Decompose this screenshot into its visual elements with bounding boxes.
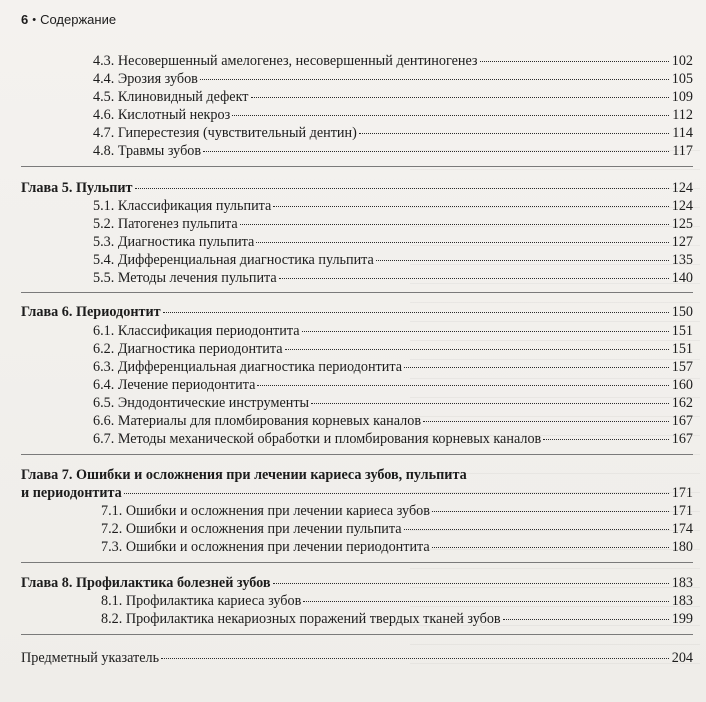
dot-leader xyxy=(135,188,669,189)
dot-leader xyxy=(423,421,669,422)
toc-entry-page: 135 xyxy=(671,252,693,268)
toc-entry-title: 6.4. Лечение периодонтита xyxy=(93,377,256,393)
toc-index-entry[interactable] xyxy=(21,649,693,667)
toc-entry[interactable] xyxy=(93,322,693,340)
dot-leader xyxy=(432,547,669,548)
toc-entry[interactable] xyxy=(101,538,693,556)
toc-entry[interactable] xyxy=(93,430,693,448)
dot-leader xyxy=(285,349,670,350)
toc-entry-page: 117 xyxy=(672,143,693,159)
toc-entry[interactable] xyxy=(93,394,693,412)
dot-leader xyxy=(359,133,669,134)
dot-leader xyxy=(163,312,669,313)
dot-leader xyxy=(311,403,669,404)
toc-chapter-title: Глава 8. Профилактика болезней зубов xyxy=(21,575,271,591)
toc-chapter[interactable] xyxy=(21,484,693,502)
toc-entry-page: 109 xyxy=(671,89,693,105)
toc-entry-page: 151 xyxy=(671,323,693,339)
toc-entry[interactable] xyxy=(93,251,693,269)
section-title: Содержание xyxy=(40,12,117,27)
toc-entry[interactable] xyxy=(93,269,693,287)
toc-entry-page: 140 xyxy=(671,270,693,286)
toc-entry-page: 162 xyxy=(671,395,693,411)
section-divider xyxy=(21,166,693,167)
toc-entry[interactable] xyxy=(93,142,693,160)
toc-entry-title: 6.7. Методы механической обработки и пломбирования корневых каналов xyxy=(93,431,542,447)
toc-entry-page: 204 xyxy=(671,650,693,666)
toc-entry-title: 6.2. Диагностика периодонтита xyxy=(93,341,283,357)
dot-leader xyxy=(432,511,669,512)
dot-leader xyxy=(376,260,669,261)
toc-entry-title: 6.1. Классификация периодонтита xyxy=(93,323,300,339)
toc-entry[interactable] xyxy=(101,520,693,538)
dot-leader xyxy=(200,79,669,80)
toc-entry[interactable] xyxy=(101,610,693,628)
toc-entry-title: 7.3. Ошибки и осложнения при лечении периодонтита xyxy=(101,539,430,555)
toc-entry[interactable] xyxy=(93,88,693,106)
toc-entry-page: 174 xyxy=(671,521,693,537)
toc-chapter[interactable] xyxy=(21,574,693,592)
toc-entry-title: 4.4. Эрозия зубов xyxy=(93,71,198,87)
dot-leader xyxy=(480,61,669,62)
toc-entry-page: 102 xyxy=(671,53,693,69)
toc-entry-title: 4.3. Несовершенный амелогенез, несовершенный дентиногенез xyxy=(93,53,478,69)
dot-leader xyxy=(404,367,669,368)
toc-entry[interactable] xyxy=(101,592,693,610)
toc-entry-title: 7.1. Ошибки и осложнения при лечении кариеса зубов xyxy=(101,503,430,519)
toc-entry-page: 125 xyxy=(671,216,693,232)
toc-entry[interactable] xyxy=(93,197,693,215)
page-number: 6 xyxy=(21,12,29,27)
dot-leader xyxy=(124,493,669,494)
toc-entry-page: 105 xyxy=(671,71,693,87)
toc-entry[interactable] xyxy=(93,340,693,358)
toc-entry-title: 8.2. Профилактика некариозных поражений твердых тканей зубов xyxy=(101,611,501,627)
toc-entry-title: 4.7. Гиперестезия (чувствительный дентин) xyxy=(93,125,357,141)
toc-entry-title: 4.8. Травмы зубов xyxy=(93,143,202,159)
toc-entry[interactable] xyxy=(93,358,693,376)
section-divider xyxy=(21,454,693,455)
dot-leader xyxy=(203,151,669,152)
toc-entry-page: 150 xyxy=(671,304,693,320)
toc-entry-title: 5.3. Диагностика пульпита xyxy=(93,234,255,250)
dot-leader xyxy=(503,619,669,620)
toc-chapter-title-line2: и периодонтита xyxy=(21,485,122,501)
toc-entry[interactable] xyxy=(93,376,693,394)
toc-entry[interactable] xyxy=(93,412,693,430)
toc-entry-title: Предметный указатель xyxy=(21,650,160,666)
bullet-separator: • xyxy=(32,13,37,26)
toc-entry-page: 151 xyxy=(671,341,693,357)
section-divider xyxy=(21,562,693,563)
toc-entry-title: 5.1. Классификация пульпита xyxy=(93,198,272,214)
toc-entry-title: 5.5. Методы лечения пульпита xyxy=(93,270,277,286)
toc-entry[interactable] xyxy=(101,502,693,520)
dot-leader xyxy=(273,206,669,207)
toc-entry-page: 167 xyxy=(671,431,693,447)
dot-leader xyxy=(279,278,669,279)
toc-entry-title: 6.3. Дифференциальная диагностика периодонтита xyxy=(93,359,403,375)
dot-leader xyxy=(303,601,669,602)
section-divider xyxy=(21,634,693,635)
toc-entry-page: 157 xyxy=(671,359,693,375)
dot-leader xyxy=(161,658,669,659)
toc-entry[interactable] xyxy=(93,124,693,142)
toc-chapter-title: Глава 6. Периодонтит xyxy=(21,304,161,320)
toc-entry-page: 160 xyxy=(671,377,693,393)
toc-entry[interactable] xyxy=(93,233,693,251)
dot-leader xyxy=(240,224,669,225)
dot-leader xyxy=(232,115,669,116)
toc-entry-page: 127 xyxy=(671,234,693,250)
toc-entry-title: 4.6. Кислотный некроз xyxy=(93,107,231,123)
toc-entry-page: 199 xyxy=(671,611,693,627)
toc-entry-page: 171 xyxy=(671,485,693,501)
toc-entry-page: 183 xyxy=(671,575,693,591)
toc-entry-page: 124 xyxy=(671,198,693,214)
toc-entry-title: 8.1. Профилактика кариеса зубов xyxy=(101,593,302,609)
toc-entry[interactable] xyxy=(93,52,693,70)
toc-chapter[interactable] xyxy=(21,179,693,197)
toc-entry-page: 183 xyxy=(671,593,693,609)
toc-entry-title: 5.4. Дифференциальная диагностика пульпита xyxy=(93,252,374,268)
dot-leader xyxy=(256,242,669,243)
dot-leader xyxy=(251,97,669,98)
toc-entry-title: 6.5. Эндодонтические инструменты xyxy=(93,395,310,411)
toc-entry-page: 124 xyxy=(671,180,693,196)
toc-entry-page: 171 xyxy=(671,503,693,519)
toc-entry[interactable] xyxy=(93,106,693,124)
toc-chapter-title-line1[interactable]: Глава 7. Ошибки и осложнения при лечении кариеса зубов, пульпита xyxy=(21,467,467,483)
toc-chapter-title: Глава 5. Пульпит xyxy=(21,180,133,196)
dot-leader xyxy=(273,583,669,584)
toc-entry-title: 5.2. Патогенез пульпита xyxy=(93,216,238,232)
toc-entry-page: 114 xyxy=(672,125,693,141)
section-divider xyxy=(21,292,693,293)
dot-leader xyxy=(302,331,669,332)
toc-entry-title: 4.5. Клиновидный дефект xyxy=(93,89,249,105)
toc-entry-page: 180 xyxy=(671,539,693,555)
toc-entry-title: 6.6. Материалы для пломбирования корневых каналов xyxy=(93,413,422,429)
toc-entry[interactable] xyxy=(93,70,693,88)
toc-entry[interactable] xyxy=(93,215,693,233)
dot-leader xyxy=(257,385,669,386)
toc-entry-page: 167 xyxy=(671,413,693,429)
dot-leader xyxy=(543,439,669,440)
toc-entry-page: 112 xyxy=(672,107,693,123)
dot-leader xyxy=(404,529,669,530)
toc-chapter[interactable] xyxy=(21,303,693,321)
toc-entry-title: 7.2. Ошибки и осложнения при лечении пульпита xyxy=(101,521,402,537)
